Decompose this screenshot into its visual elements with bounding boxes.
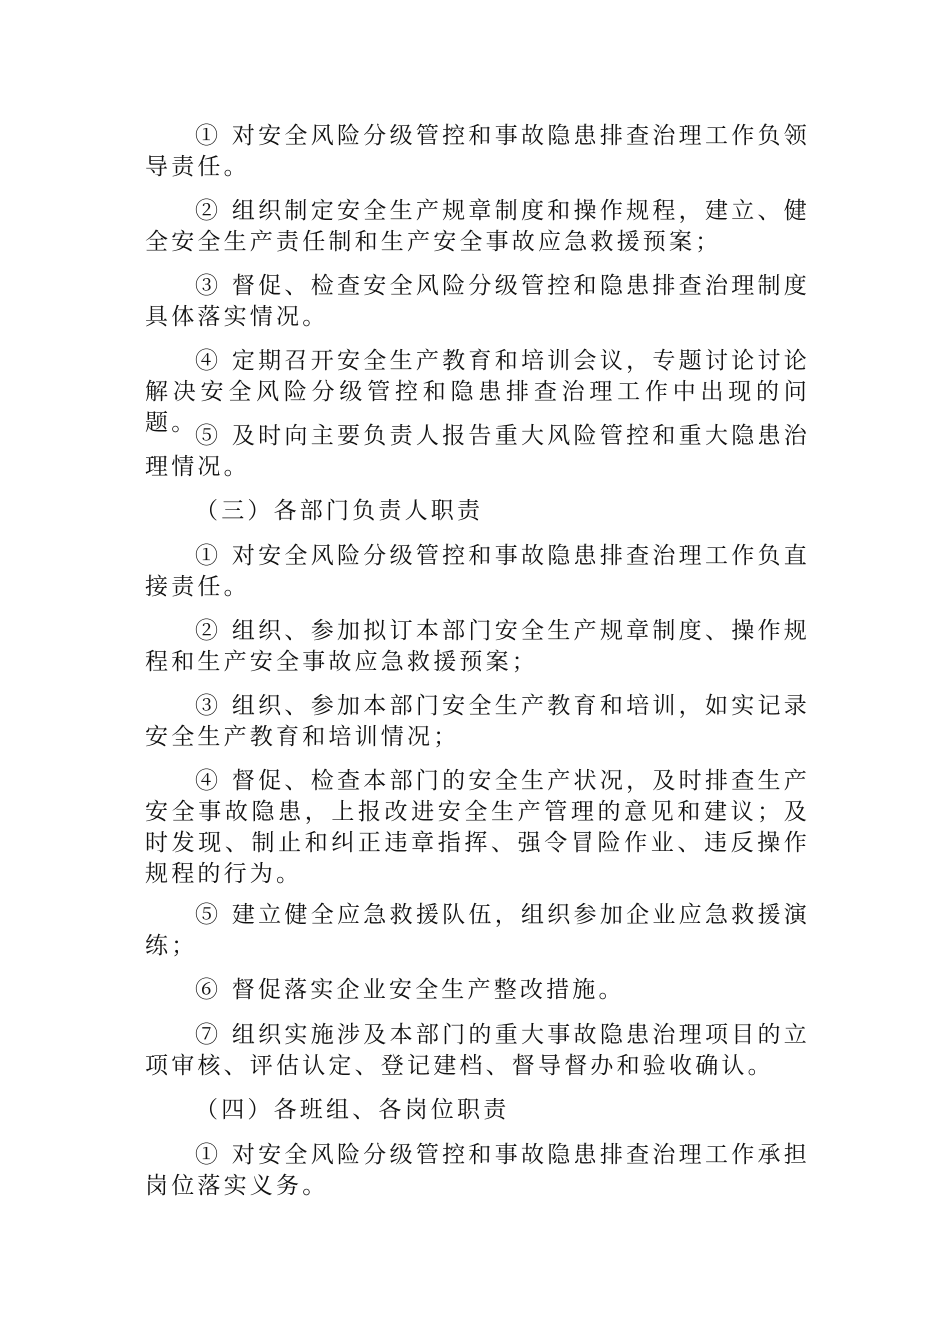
paragraph-3-5: ⑤ 建立健全应急救援队伍，组织参加企业应急救援演练；	[145, 902, 810, 959]
paragraph-3-1: ① 对安全风险分级管控和事故隐患排查治理工作负直接责任。	[145, 543, 810, 600]
paragraph-2-2: ② 组织制定安全生产规章制度和操作规程，建立、健全安全生产责任制和生产安全事故应急救援预案；	[145, 198, 810, 255]
paragraph-2-5: ⑤ 及时向主要负责人报告重大风险管控和重大隐患治理情况。	[145, 423, 810, 480]
paragraph-2-3: ③ 督促、检查安全风险分级管控和隐患排查治理制度具体落实情况。	[145, 273, 810, 330]
paragraph-3-6: ⑥ 督促落实企业安全生产整改措施。	[195, 977, 625, 1003]
paragraph-3-2: ② 组织、参加拟订本部门安全生产规章制度、操作规程和生产安全事故应急救援预案；	[145, 618, 810, 675]
paragraph-2-4: ④ 定期召开安全生产教育和培训会议，专题讨论讨论解决安全风险分级管控和隐患排查治理工作中出现的问题。	[145, 348, 810, 436]
paragraph-4-1: ① 对安全风险分级管控和事故隐患排查治理工作承担岗位落实义务。	[145, 1142, 810, 1199]
paragraph-3-3: ③ 组织、参加本部门安全生产教育和培训，如实记录安全生产教育和培训情况；	[145, 693, 810, 750]
section-heading-3: （三）各部门负责人职责	[195, 498, 484, 524]
paragraph-3-4: ④ 督促、检查本部门的安全生产状况，及时排查生产安全事故隐患，上报改进安全生产管理的意见和建议；及时发现、制止和纠正违章指挥、强令冒险作业、违反操作规程的行为。	[145, 768, 810, 887]
section-heading-4: （四）各班组、各岗位职责	[195, 1097, 510, 1123]
paragraph-2-1: ① 对安全风险分级管控和事故隐患排查治理工作负领导责任。	[145, 123, 810, 180]
paragraph-3-7: ⑦ 组织实施涉及本部门的重大事故隐患治理项目的立项审核、评估认定、登记建档、督导督办和验收确认。	[145, 1022, 810, 1079]
